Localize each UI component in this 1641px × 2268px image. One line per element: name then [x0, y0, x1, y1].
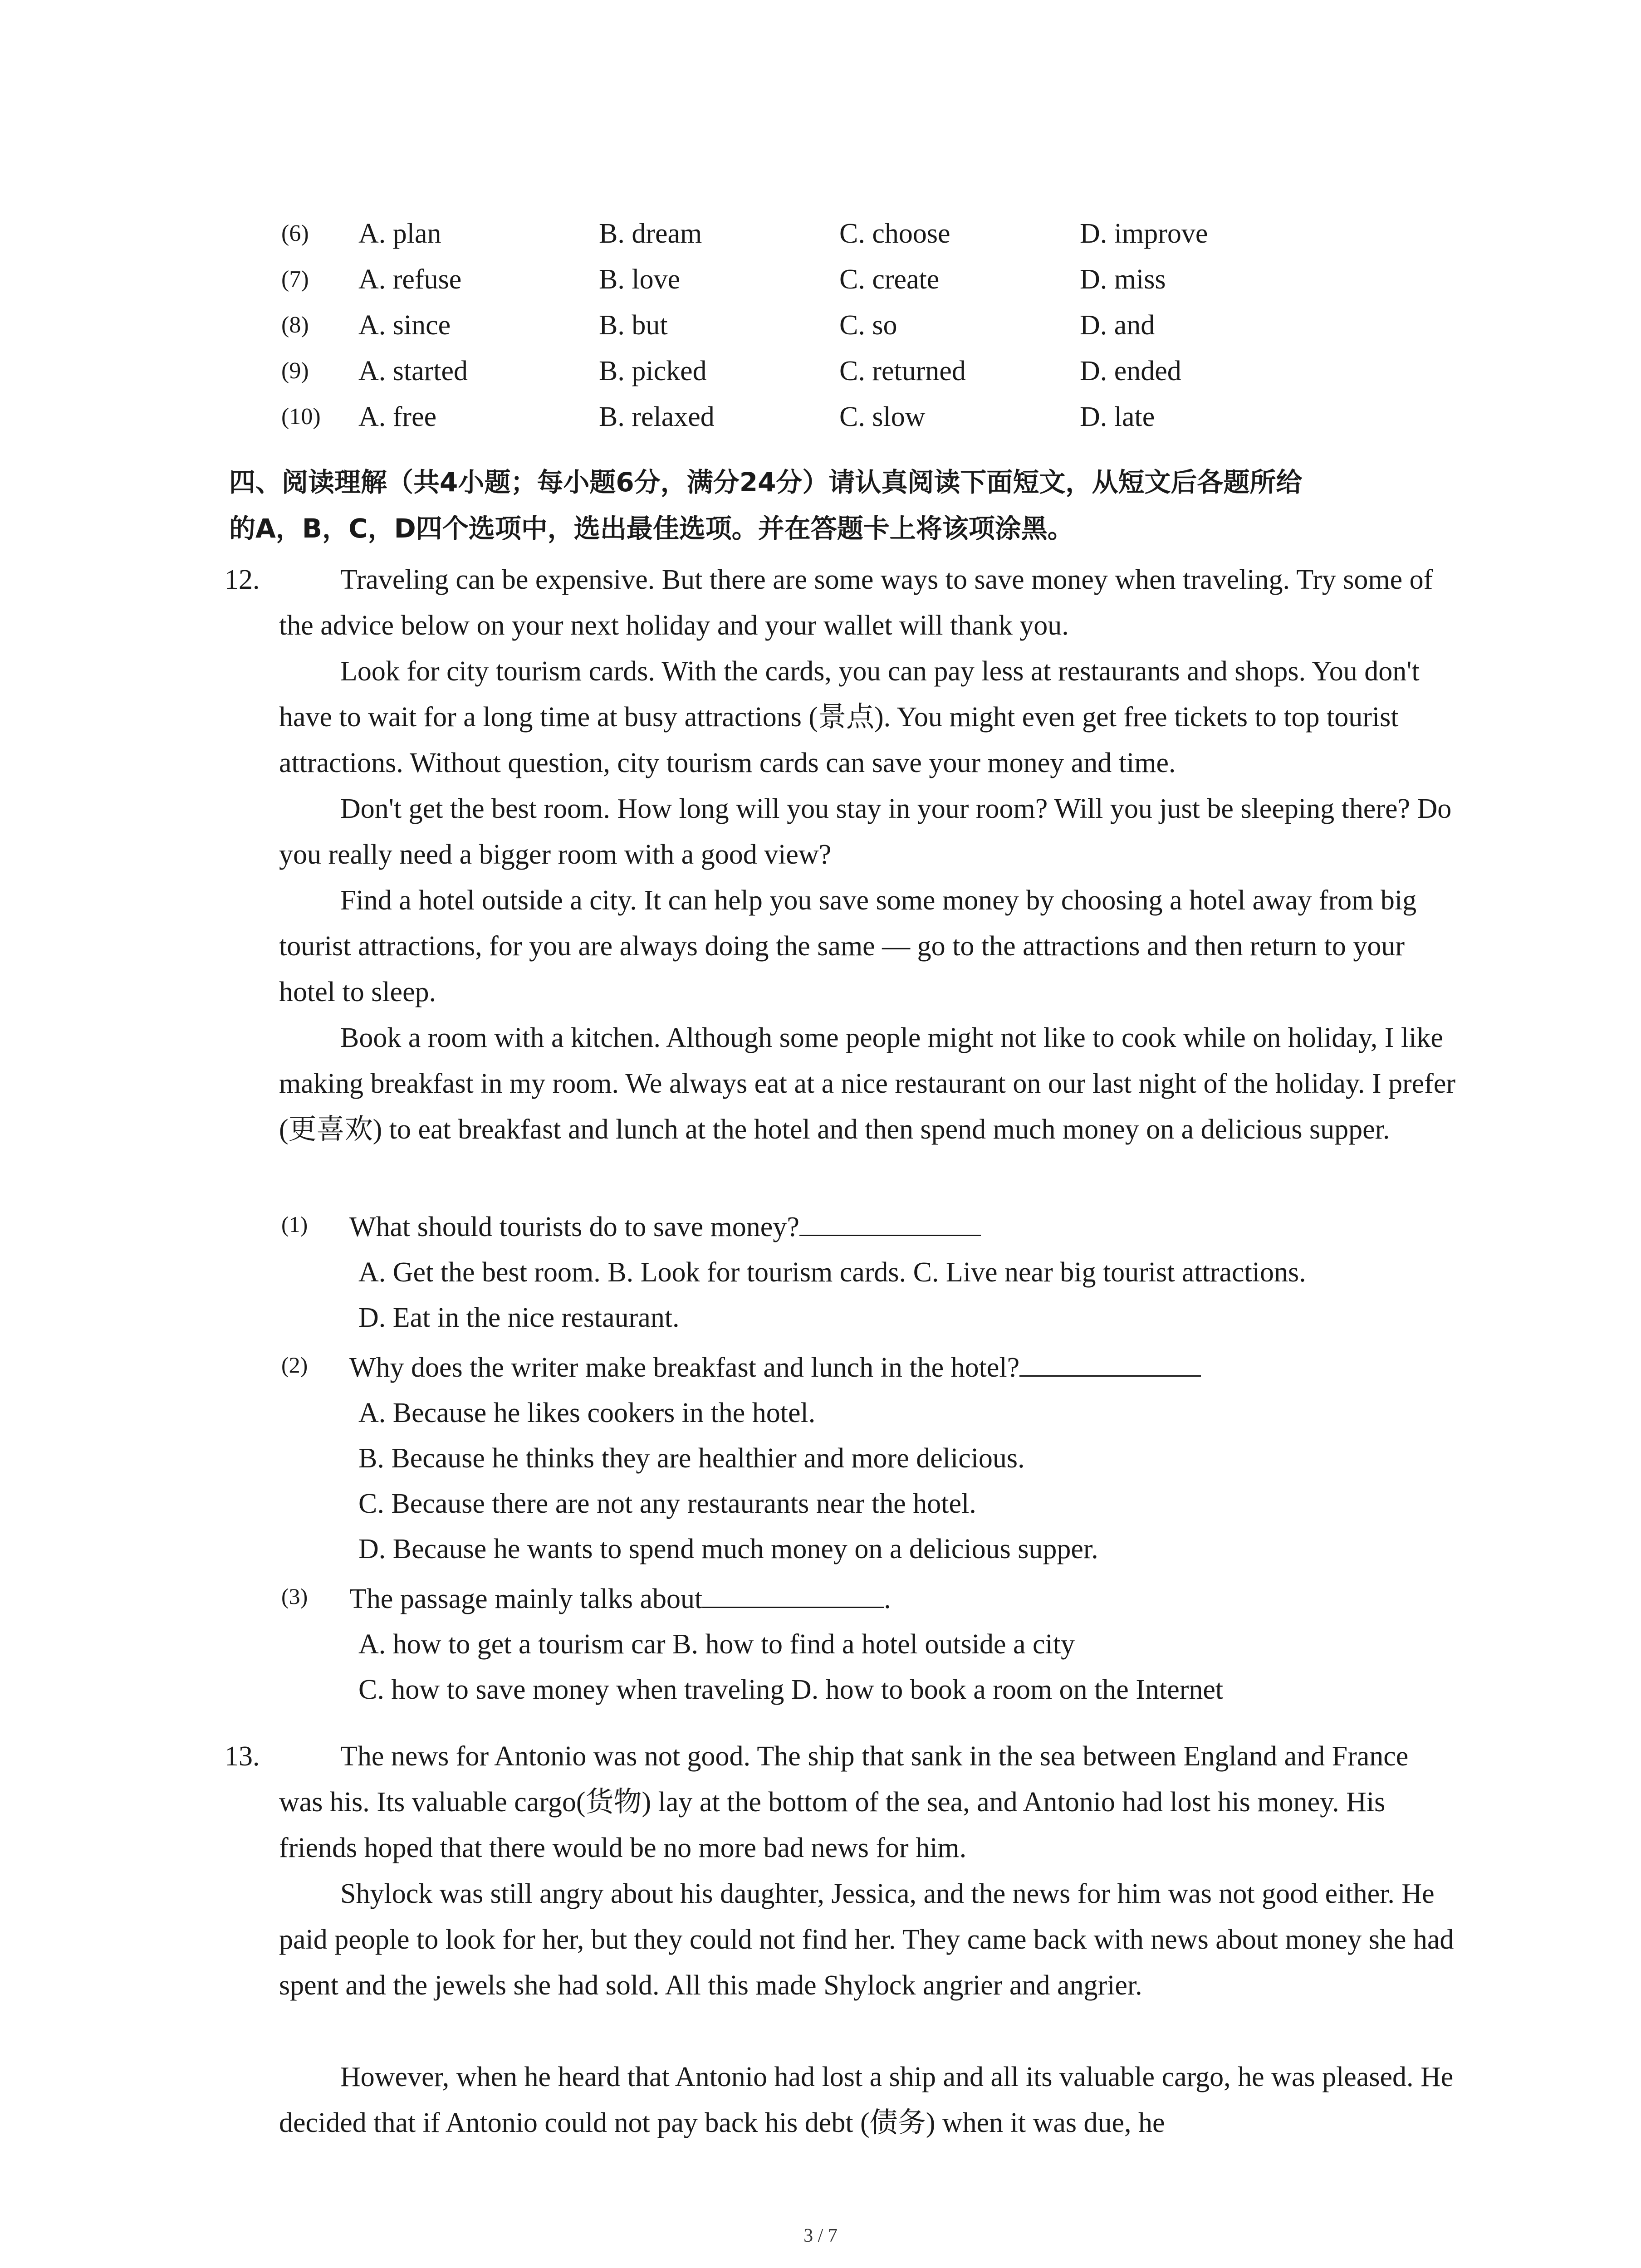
- option-number: (9): [281, 358, 309, 384]
- q12-1-choices-line-1: A. Get the best room. B. Look for tourism cards. C. Live near big tourist attractions.: [358, 1257, 1306, 1288]
- subquestion-text: What should tourists do to save money?: [349, 1212, 799, 1242]
- option-b: B. but: [599, 310, 668, 341]
- option-a: A. refuse: [358, 264, 462, 295]
- q13-paragraph-3: However, when he heard that Antonio had lost a ship and all its valuable cargo, he was pleased. He decided that if Antonio could not pay back his debt (债务) when it was due, he: [279, 2062, 1454, 2138]
- section-heading-line-2: 的A，B，C，D四个选项中，选出最佳选项。并在答题卡上将该项涂黑。: [229, 513, 1074, 544]
- subquestion-end: .: [884, 1584, 891, 1614]
- q12-3-choices-line-1: A. how to get a tourism car B. how to find a hotel outside a city: [358, 1629, 1075, 1660]
- question-number-12: 12.: [225, 564, 260, 595]
- option-c: C. choose: [839, 218, 950, 249]
- q12-2-choice-b: B. Because he thinks they are healthier and more delicious.: [358, 1443, 1025, 1474]
- option-number: (6): [281, 220, 309, 246]
- option-d: D. ended: [1080, 356, 1181, 386]
- q12-paragraph-5: Book a room with a kitchen. Although some people might not like to cook while on holiday, I like making breakfast in my room. We always eat at a nice restaurant on our last night of the holiday. I prefer (更喜欢) to eat breakfast and lunch at the hotel and then spend much money on a delicious supper.: [279, 1022, 1455, 1145]
- option-d: D. improve: [1080, 218, 1208, 249]
- option-row-9: [272, 348, 1588, 394]
- option-row-10: [272, 394, 1588, 440]
- option-d: D. and: [1080, 310, 1155, 341]
- q12-2-choice-c: C. Because there are not any restaurants near the hotel.: [358, 1488, 976, 1519]
- q13-paragraph-2: Shylock was still angry about his daughter, Jessica, and the news for him was not good either. He paid people to look for her, but they could not find her. They came back with news about money she had spent and the jewels she had sold. All this made Shylock angrier and angrier.: [279, 1878, 1454, 2001]
- q12-1-choices-line-2: D. Eat in the nice restaurant.: [358, 1302, 680, 1333]
- option-a: A. started: [358, 356, 468, 386]
- option-a: A. plan: [358, 218, 441, 249]
- page-number: 3 / 7: [803, 2225, 838, 2246]
- q12-paragraph-3: Don't get the best room. How long will you stay in your room? Will you just be sleeping there? Do you really need a bigger room with a good view?: [279, 793, 1452, 870]
- option-b: B. picked: [599, 356, 707, 386]
- question-number-13: 13.: [225, 1741, 260, 1772]
- subquestion-number: (2): [281, 1352, 308, 1378]
- option-row-6: [272, 211, 1588, 256]
- option-c: C. create: [839, 264, 940, 295]
- answer-blank: [1019, 1348, 1201, 1377]
- q12-3-choices-line-2: C. how to save money when traveling D. how to book a room on the Internet: [358, 1674, 1224, 1705]
- option-b: B. relaxed: [599, 401, 715, 432]
- option-number: (10): [281, 404, 321, 430]
- option-c: C. returned: [839, 356, 966, 386]
- option-a: A. since: [358, 310, 451, 341]
- q12-paragraph-4: Find a hotel outside a city. It can help you save some money by choosing a hotel away from big tourist attractions, for you are always doing the same — go to the attractions and then return to your hotel to sleep.: [279, 885, 1417, 1007]
- option-b: B. dream: [599, 218, 702, 249]
- option-d: D. late: [1080, 401, 1155, 432]
- option-c: C. so: [839, 310, 897, 341]
- option-a: A. free: [358, 401, 437, 432]
- subquestion-text: The passage mainly talks about: [349, 1584, 703, 1614]
- option-c: C. slow: [839, 401, 926, 432]
- section-heading-line-1: 四、阅读理解（共4小题；每小题6分，满分24分）请认真阅读下面短文，从短文后各题所给: [229, 467, 1303, 498]
- subquestion-number: (1): [281, 1212, 308, 1237]
- answer-blank: [702, 1579, 884, 1608]
- q12-2-choice-d: D. Because he wants to spend much money on a delicious supper.: [358, 1534, 1098, 1564]
- q12-2-choice-a: A. Because he likes cookers in the hotel.: [358, 1398, 816, 1428]
- option-number: (8): [281, 312, 309, 338]
- q12-paragraph-1: Traveling can be expensive. But there are some ways to save money when traveling. Try some of the advice below on your next holiday and your wallet will thank you.: [279, 564, 1433, 641]
- option-row-7: [272, 257, 1588, 302]
- subquestion-number: (3): [281, 1584, 308, 1609]
- q13-paragraph-1: The news for Antonio was not good. The ship that sank in the sea between England and France was his. Its valuable cargo(货物) lay at the bottom of the sea, and Antonio had lost his money. His friends hoped that there would be no more bad news for him.: [279, 1741, 1409, 1863]
- answer-blank: [799, 1207, 981, 1236]
- q12-paragraph-2: Look for city tourism cards. With the cards, you can pay less at restaurants and shops. You don't have to wait for a long time at busy attractions (景点). You might even get free tickets to top tourist attractions. Without question, city tourism cards can save your money and time.: [279, 656, 1420, 778]
- subquestion-text: Why does the writer make breakfast and lunch in the hotel?: [349, 1352, 1020, 1383]
- option-d: D. miss: [1080, 264, 1166, 295]
- option-b: B. love: [599, 264, 681, 295]
- option-number: (7): [281, 266, 309, 292]
- option-row-8: [272, 303, 1588, 348]
